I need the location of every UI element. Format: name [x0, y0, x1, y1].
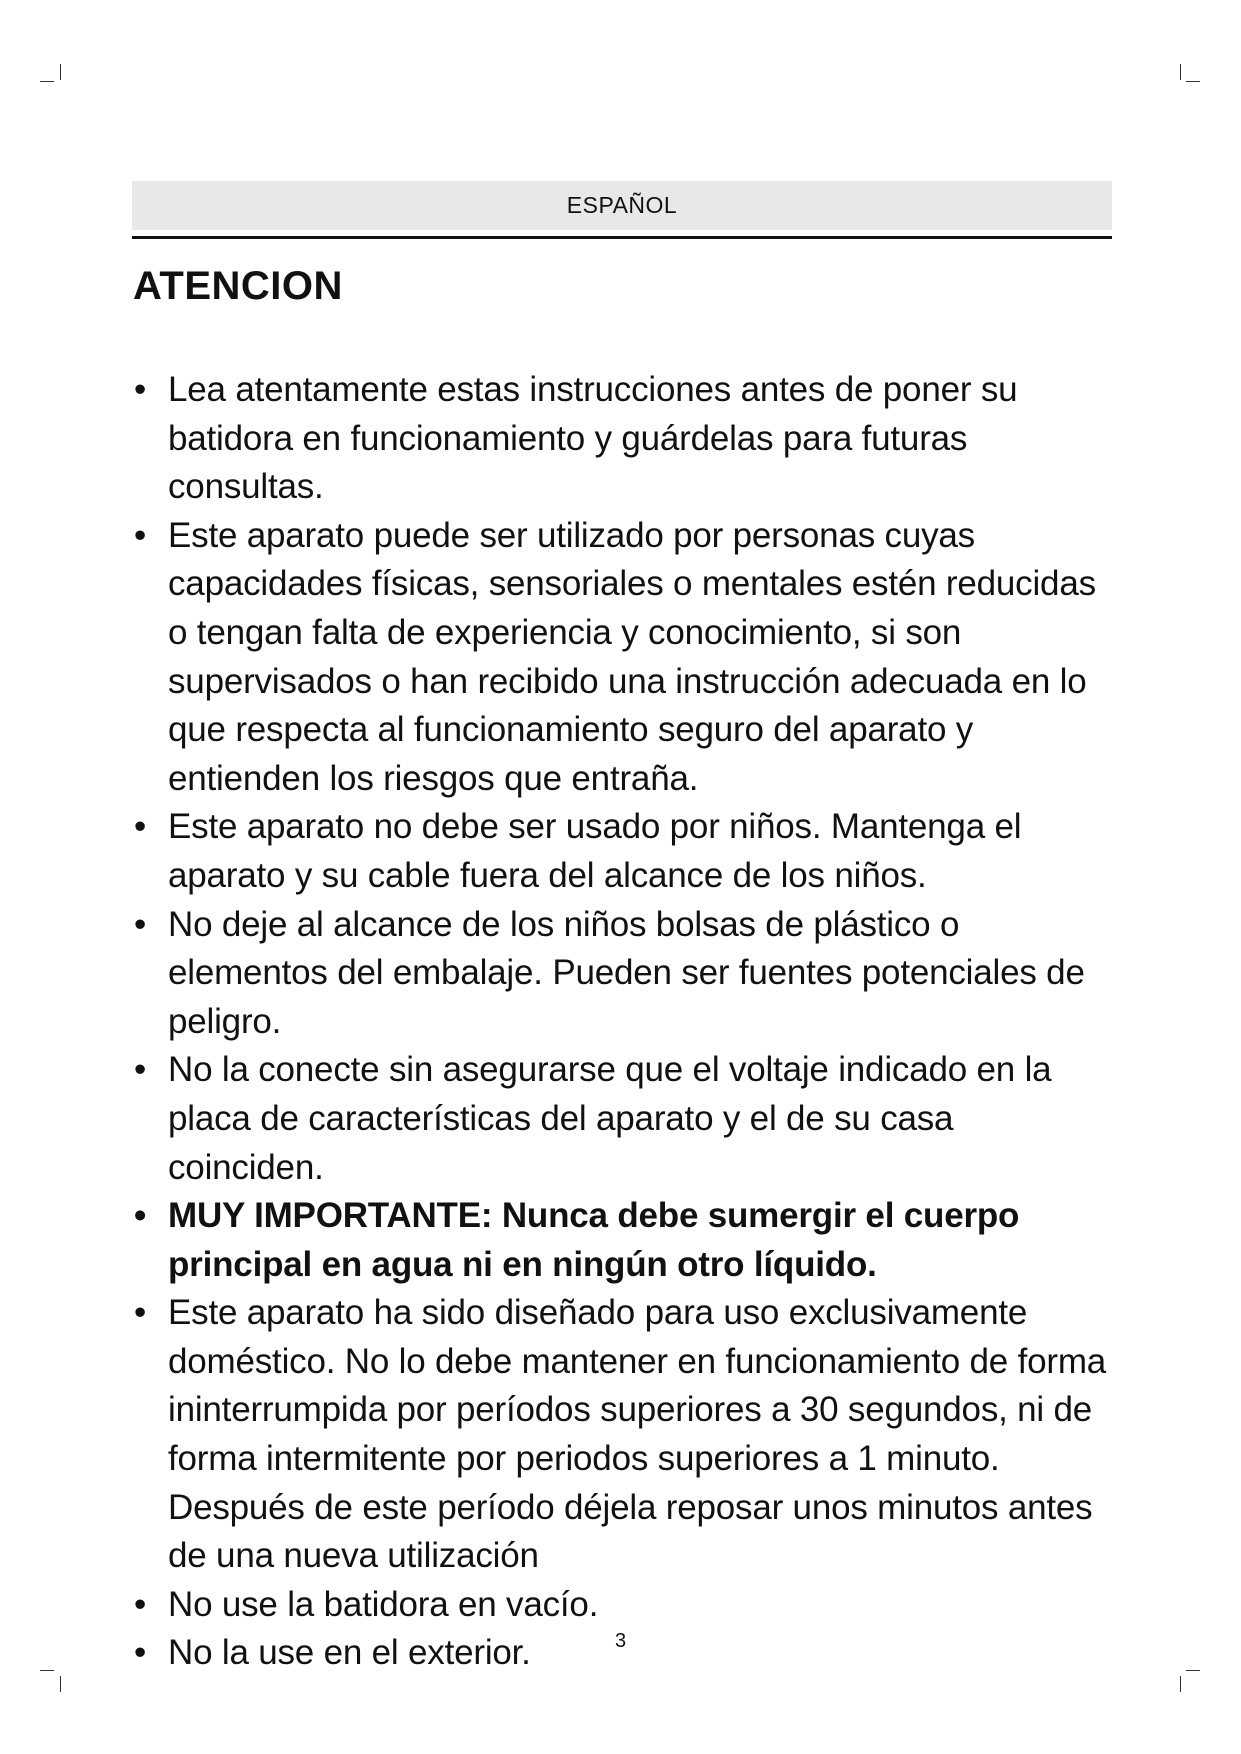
warning-item-important: • MUY IMPORTANTE: Nunca debe sumergir el cuerpo principal en agua ni en ningún otro líquido.	[132, 1192, 1117, 1289]
crop-mark-bottom-left	[40, 1670, 54, 1671]
warning-item: • Este aparato ha sido diseñado para uso exclusivamente doméstico. No lo debe mantener en funcionamiento de forma ininterrumpida por períodos superiores a 30 segundos, ni de forma intermitente por periodos superiores a 1 minuto. Después de este período déjela reposar unos minutos antes de una nueva utilización	[132, 1289, 1117, 1581]
language-header	[132, 181, 1112, 230]
crop-mark-top-left	[60, 64, 61, 80]
crop-mark-top-right	[1180, 64, 1181, 80]
warning-item: • No deje al alcance de los niños bolsas de plástico o elementos del embalaje. Pueden ser fuentes potenciales de peligro.	[132, 901, 1117, 1047]
page-title: ATENCION	[133, 264, 343, 308]
language-label: ESPAÑOL	[566, 192, 678, 218]
warning-item: • No la use en el exterior.	[132, 1629, 1117, 1678]
crop-mark-bottom-left	[60, 1676, 61, 1692]
warning-item: • Este aparato no debe ser usado por niños. Mantenga el aparato y su cable fuera del alcance de los niños.	[132, 803, 1117, 900]
crop-mark-bottom-right	[1186, 1670, 1200, 1671]
warning-item: • Este aparato puede ser utilizado por personas cuyas capacidades físicas, sensoriales o mentales estén reducidas o tengan falta de experiencia y conocimiento, si son supervisados o han recibido una instrucción adecuada en lo que respecta al funcionamiento seguro del aparato y entienden los riesgos que entraña.	[132, 512, 1117, 804]
crop-mark-bottom-right	[1180, 1676, 1181, 1692]
warning-item: • No use la batidora en vacío.	[132, 1581, 1117, 1630]
crop-mark-top-left	[40, 81, 54, 82]
warning-item: • Lea atentamente estas instrucciones antes de poner su batidora en funcionamiento y guárdelas para futuras consultas.	[132, 366, 1117, 512]
warning-list	[132, 366, 1117, 1678]
crop-mark-top-right	[1186, 81, 1200, 82]
warning-item: • No la conecte sin asegurarse que el voltaje indicado en la placa de características del aparato y el de su casa coinciden.	[132, 1046, 1117, 1192]
page-number: 3	[614, 1630, 627, 1652]
header-divider	[132, 236, 1112, 239]
